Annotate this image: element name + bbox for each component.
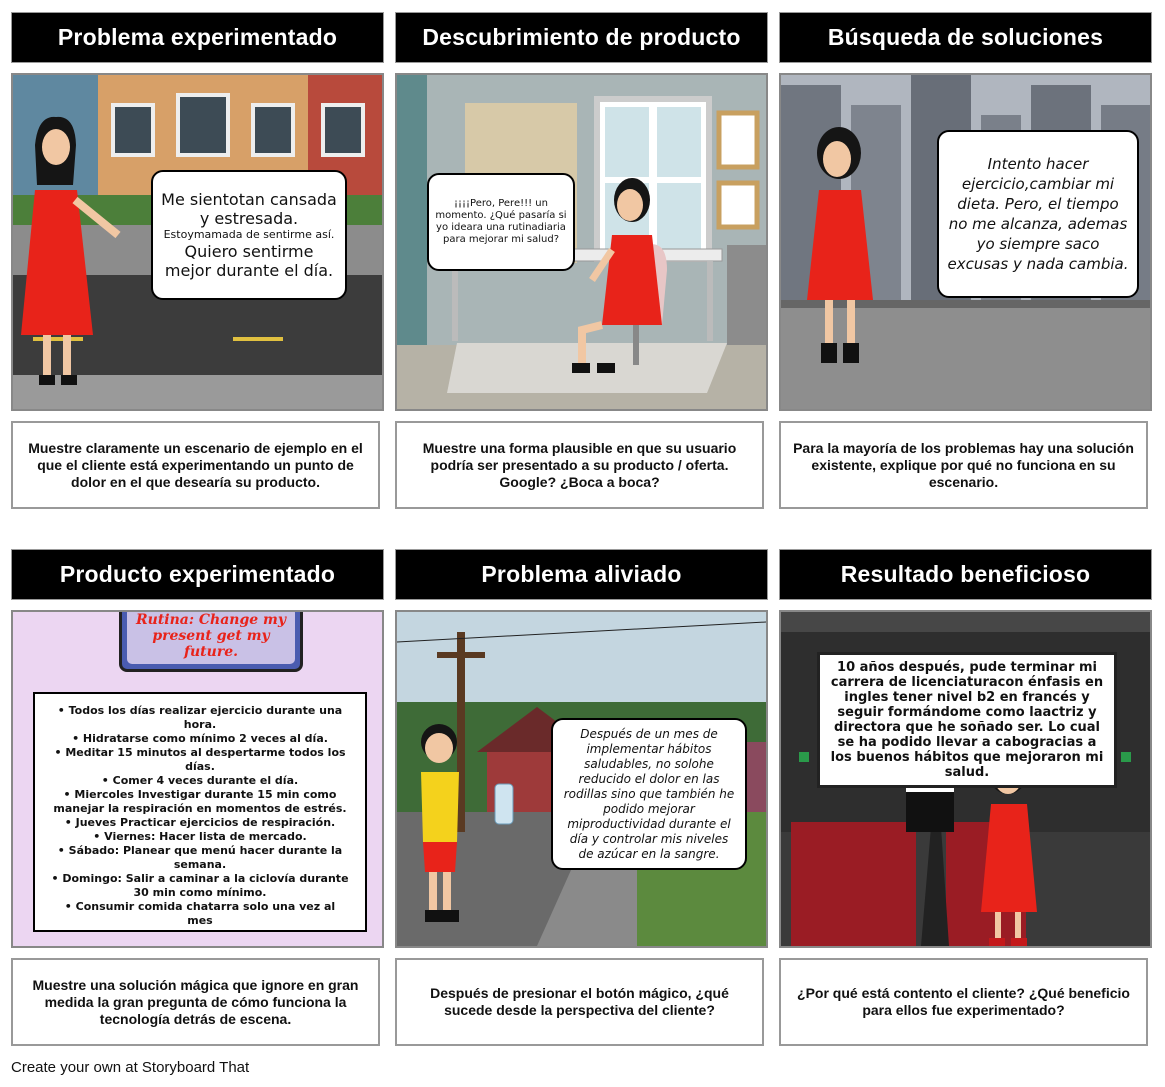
- panel-2-description: Muestre una forma plausible en que su usuario podría ser presentado a su producto / oferta. Google? ¿Boca a boca?: [395, 421, 764, 509]
- panel-1-speech-bubble: [151, 170, 347, 300]
- panel-3-title: Búsqueda de soluciones: [779, 12, 1152, 63]
- panel-1-title: Problema experimentado: [11, 12, 384, 63]
- footer-credit[interactable]: Create your own at Storyboard That: [11, 1059, 250, 1076]
- speech-text: Intento hacer ejercicio,cambiar mi dieta. Pero, el tiempo no me alcanza, ademas yo siempre saco excusas y nada cambia.: [947, 155, 1129, 273]
- panel-4-title: Producto experimentado: [11, 549, 384, 600]
- speech-line-1: Me sientotan cansada y estresada.: [161, 190, 337, 228]
- speech-line-2: Estoymamada de sentirme así.: [163, 228, 335, 241]
- panel-2-scene: [395, 73, 768, 411]
- panel-3-description: Para la mayoría de los problemas hay una solución existente, explique por qué no funciona en su escenario.: [779, 421, 1148, 509]
- panel-2-speech-bubble: [427, 173, 575, 271]
- panel-6-scene: [779, 610, 1152, 948]
- routine-item: • Jueves Practicar ejercicios de respiración.: [64, 816, 336, 829]
- panel-6-title: Resultado beneficioso: [779, 549, 1152, 600]
- speech-text: ¡¡¡¡Pero, Pere!!! un momento. ¿Qué pasaría si yo ideara una rutinadiaria para mejorar mi salud?: [435, 198, 567, 245]
- routine-sign-inner: [127, 610, 295, 664]
- panel-3-speech-bubble: [937, 130, 1139, 298]
- panel-2-title: Descubrimiento de producto: [395, 12, 768, 63]
- routine-item: • Viernes: Hacer lista de mercado.: [93, 830, 307, 843]
- routine-item: • Comer 4 veces durante el día.: [101, 774, 299, 787]
- panel-5-title: Problema aliviado: [395, 549, 768, 600]
- panel-5-scene: [395, 610, 768, 948]
- panel-4-scene: [11, 610, 384, 948]
- panel-1-scene: [11, 73, 384, 411]
- speech-line-3: Quiero sentirme mejor durante el día.: [164, 242, 334, 280]
- routine-item: • Hidratarse como mínimo 2 veces al día.: [72, 732, 328, 745]
- routine-item: • Sábado: Planear que menú hacer durante la semana.: [57, 844, 343, 871]
- screen-text: 10 años después, pude terminar mi carrera de licenciaturacon énfasis en ingles tener nivel b2 en francés y seguir formándome como laactriz y directora que he soñado ser. Lo cual se ha podido llevar a cabogracias a los buenos hábitos que mejoraron mi salud.: [830, 660, 1104, 780]
- routine-sign-text: Rutina: Change my present get my future.: [136, 612, 286, 660]
- panel-3-scene: [779, 73, 1152, 411]
- routine-item: • Todos los días realizar ejercicio durante una hora.: [57, 704, 343, 731]
- routine-item: • Domingo: Salir a caminar a la ciclovía durante 30 min como mínimo.: [51, 872, 349, 899]
- panel-4-description: Muestre una solución mágica que ignore en gran medida la gran pregunta de cómo funciona la tecnología detrás de escena.: [11, 958, 380, 1046]
- panel-6-description: ¿Por qué está contento el cliente? ¿Qué beneficio para ellos fue experimentado?: [779, 958, 1148, 1046]
- speech-text: Después de un mes de implementar hábitos saludables, no solohe reducido el dolor en las rodillas sino que también he podido mejorar miproductividad durante el día y controlar mis niveles de azúcar en la sangre.: [563, 726, 735, 861]
- routine-item: • Miercoles Investigar durante 15 min como manejar la respiración en momentos de estrés.: [53, 788, 347, 815]
- panel-1-description: Muestre claramente un escenario de ejemplo en el que el cliente está experimentando un punto de dolor en el que desearía su producto.: [11, 421, 380, 509]
- cinema-screen: [817, 652, 1117, 788]
- routine-sign: [119, 610, 303, 672]
- routine-note: [33, 692, 367, 932]
- panel-5-description: Después de presionar el botón mágico, ¿qué sucede desde la perspectiva del cliente?: [395, 958, 764, 1046]
- panel-5-speech-bubble: [551, 718, 747, 870]
- routine-item: • Consumir comida chatarra solo una vez al mes: [64, 900, 336, 927]
- routine-item: • Meditar 15 minutos al despertarme todos los días.: [54, 746, 346, 773]
